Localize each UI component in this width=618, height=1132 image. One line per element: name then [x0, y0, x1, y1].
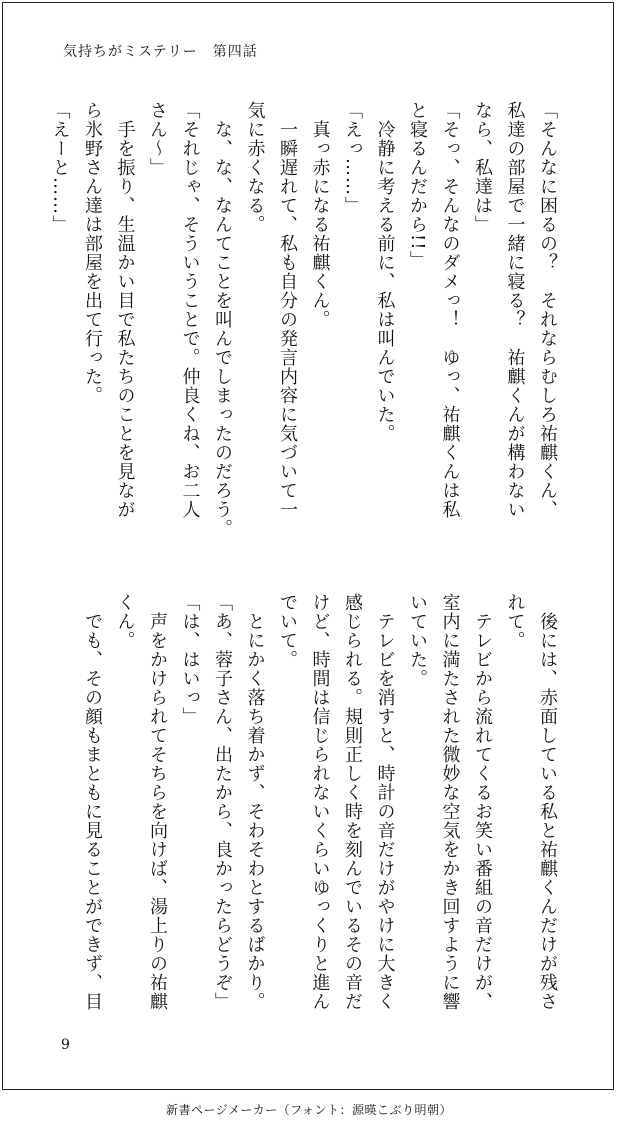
- text-line: くん。: [114, 593, 136, 650]
- text-line: 冷静に考える前に、私は叫んでいた。: [374, 101, 396, 443]
- text-line: さん～」: [147, 101, 168, 177]
- text-line: いていた。: [407, 593, 428, 688]
- text-line: けど、時間は信じられないくらいゆっくりと進ん: [309, 593, 331, 1011]
- text-line: 声をかけられてそちらを向けば、湯上りの祐麒: [147, 593, 168, 1011]
- text-line: 真っ赤になる祐麒くん。: [309, 101, 331, 329]
- text-line: な、な、なんてことを叫んでしまったのだろう。: [212, 101, 233, 538]
- text-line: でいて。: [277, 593, 298, 669]
- running-head: 気持ちがミステリー 第四話: [63, 44, 258, 60]
- footer-credit: 新書ページメーカー（フォント：源暎こぶり明朝）: [165, 1103, 453, 1117]
- text-line: 「あ、蓉子さん、出たから、良かったらどうぞ」: [212, 593, 233, 1011]
- page-number: 9: [61, 1037, 70, 1053]
- text-line: でも、その顔もまともに見ることができず、目: [82, 593, 103, 1011]
- text-line: 「は、はいっ」: [179, 593, 201, 726]
- text-line: 「えっ……」: [342, 101, 363, 215]
- text-line: 手を振り、生温かい目で私たちのことを見なが: [114, 101, 136, 519]
- text-line: テレビから流れてくるお笑い番組の音だけが、: [472, 593, 493, 1011]
- text-line: 感じられる。規則正しく時を刻んでいるその音だ: [342, 593, 363, 1011]
- text-column-top: [49, 101, 563, 538]
- page-frame: [2, 2, 614, 1090]
- text-line: 気に赤くなる。: [244, 101, 266, 234]
- text-line: 私達の部屋で一緒に寝る？ 祐麒くんが構わない: [504, 101, 526, 519]
- text-line: 「えーと……」: [49, 101, 71, 234]
- text-line: テレビを消すと、時計の音だけがやけに大きく: [374, 593, 396, 1011]
- text-line: 「そっ、そんなのダメっ！ ゆっ、祐麒くんは私: [439, 101, 461, 519]
- text-line: ら氷野さん達は部屋を出て行った。: [82, 101, 103, 405]
- text-line: なら、私達は」: [472, 101, 493, 234]
- text-line: 後には、赤面している私と祐麒くんだけが残さ: [537, 593, 558, 1011]
- text-line: と寝るんだから!!」: [407, 101, 428, 270]
- text-column-bottom: [63, 593, 563, 1025]
- text-line: とにかく落ち着かず、そわそわとするばかり。: [244, 593, 266, 1011]
- text-line: 室内に満たされた微妙な空気をかき回すように響: [439, 593, 461, 1011]
- text-line: 一瞬遅れて、私も自分の発言内容に気づいて一: [277, 101, 298, 519]
- text-line: 「そんなに困るの？ それならむしろ祐麒くん、: [537, 101, 558, 519]
- text-line: れて。: [504, 593, 526, 650]
- text-line: 「それじゃ、そういうことで。仲良くね、お二人: [179, 101, 201, 519]
